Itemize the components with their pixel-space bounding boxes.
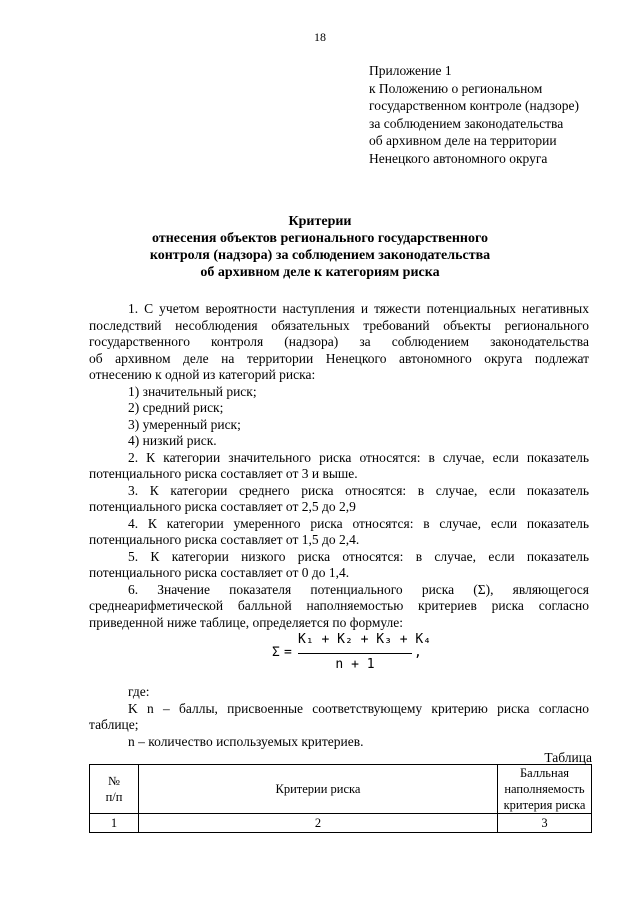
risk-item: 4) низкий риск. bbox=[128, 433, 217, 448]
title-line: Критерии bbox=[288, 214, 352, 229]
appendix-line: Ненецкого автономного округа bbox=[369, 150, 548, 166]
page-number: 18 bbox=[314, 30, 326, 44]
header-score-line: критерия риска bbox=[503, 798, 586, 812]
n-definition: n – количество используемых критериев. bbox=[128, 733, 364, 749]
header-number-line: п/п bbox=[105, 790, 123, 804]
table-cell: 1 bbox=[90, 814, 139, 833]
title-line: контроля (надзора) за соблюдением законодательства bbox=[149, 248, 491, 263]
formula-sigma: Σ bbox=[272, 645, 280, 660]
formula-numerator: K₁ + K₂ + K₃ + K₄ bbox=[298, 632, 432, 647]
paragraph-3-line: 3. К категории среднего риска относятся: в случае, если показатель bbox=[128, 482, 589, 498]
appendix-line: Приложение 1 bbox=[369, 63, 452, 78]
formula-denominator: n + 1 bbox=[335, 657, 375, 672]
document-title bbox=[90, 213, 550, 281]
paragraph-1-line: государственного контроля (надзора) за соблюдением законодательства bbox=[89, 334, 589, 349]
paragraph-1-line: последствий несоблюдения обязательных требований объекты регионального bbox=[89, 317, 589, 333]
paragraph-1-line: отнесению к одной из категорий риска: bbox=[89, 367, 316, 382]
appendix-line: за соблюдением законодательства bbox=[369, 115, 564, 131]
formula-equals: = bbox=[284, 645, 292, 660]
formula-fraction-bar bbox=[298, 653, 412, 654]
appendix-line: об архивном деле на территории bbox=[369, 133, 557, 148]
paragraph-1-line: об архивном деле на территории Ненецкого автономного округа подлежат bbox=[89, 350, 589, 366]
document-body bbox=[89, 301, 589, 631]
paragraph-6-line: среднеарифметической балльной наполняемостью критериев риска согласно bbox=[89, 598, 589, 613]
kn-definition-line: K n – баллы, присвоенные соответствующему критерию риска согласно bbox=[128, 700, 589, 716]
title-line: отнесения объектов регионального государственного bbox=[152, 231, 488, 246]
appendix-note bbox=[369, 62, 579, 167]
formula-explanation bbox=[89, 684, 589, 750]
table-label: Таблица bbox=[544, 750, 592, 765]
table-cell: 2 bbox=[139, 814, 498, 833]
paragraph-4-line: потенциального риска составляет от 1,5 до 2,4. bbox=[89, 532, 360, 547]
paragraph-5-line: потенциального риска составляет от 0 до 1,4. bbox=[89, 565, 350, 580]
header-criteria-cell bbox=[139, 765, 498, 814]
formula-comma: , bbox=[414, 645, 422, 660]
table-cell: 3 bbox=[498, 814, 592, 833]
header-score-line: Балльная bbox=[520, 766, 569, 780]
header-score-line: наполняемость bbox=[504, 782, 585, 796]
header-number-line: № bbox=[108, 774, 120, 788]
table-header-row bbox=[90, 765, 592, 814]
risk-item: 2) средний риск; bbox=[128, 400, 224, 415]
header-number-cell bbox=[90, 765, 139, 814]
risk-item: 1) значительный риск; bbox=[128, 383, 257, 399]
title-line: об архивном деле к категориям риска bbox=[200, 265, 440, 280]
risk-formula bbox=[268, 632, 448, 678]
risk-criteria-table bbox=[89, 764, 592, 833]
table-row bbox=[90, 814, 592, 833]
paragraph-2-line: 2. К категории значительного риска относятся: в случае, если показатель bbox=[128, 449, 589, 465]
where-label: где: bbox=[128, 684, 150, 699]
paragraph-5-line: 5. К категории низкого риска относятся: в случае, если показатель bbox=[128, 548, 589, 564]
appendix-line: к Положению о региональном bbox=[369, 80, 543, 96]
paragraph-6-line: приведенной ниже таблице, определяется по формуле: bbox=[89, 614, 404, 630]
kn-definition-line: таблице; bbox=[89, 717, 139, 732]
paragraph-1-line: 1. С учетом вероятности наступления и тяжести потенциальных негативных bbox=[128, 301, 589, 316]
paragraph-3-line: потенциального риска составляет от 2,5 до 2,9 bbox=[89, 499, 356, 514]
paragraph-2-line: потенциального риска составляет от 3 и выше. bbox=[89, 466, 358, 481]
paragraph-4-line: 4. К категории умеренного риска относятся: в случае, если показатель bbox=[128, 515, 589, 531]
appendix-line: государственном контроле (надзоре) bbox=[369, 98, 579, 113]
header-criteria-line: Критерии риска bbox=[275, 782, 361, 796]
risk-item: 3) умеренный риск; bbox=[128, 416, 241, 432]
header-score-cell bbox=[498, 765, 592, 814]
paragraph-6-line: 6. Значение показателя потенциального риска (Σ), являющегося bbox=[128, 581, 589, 597]
